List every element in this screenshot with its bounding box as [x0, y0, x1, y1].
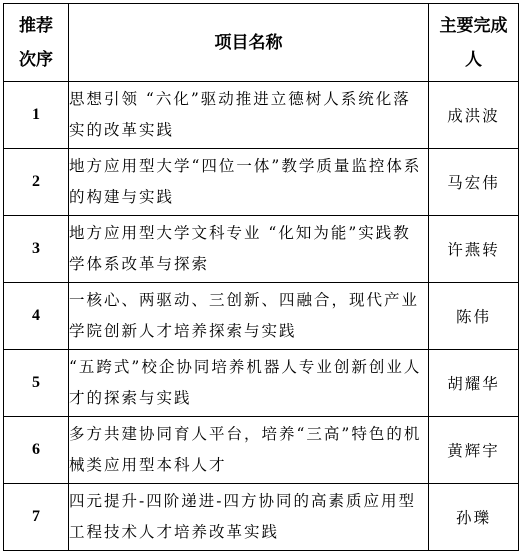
table-row: [4, 82, 519, 149]
header-person-line2: 人: [465, 49, 482, 70]
person-cell: 陈伟: [429, 283, 519, 350]
person-cell: 胡耀华: [429, 350, 519, 417]
table-row: [4, 484, 519, 551]
header-main-person: [429, 4, 519, 82]
table-row: [4, 350, 519, 417]
rank-cell: 2: [4, 149, 69, 216]
table-row: [4, 216, 519, 283]
rank-cell: 5: [4, 350, 69, 417]
person-cell: 孙瓅: [429, 484, 519, 551]
person-cell: 黄辉宇: [429, 417, 519, 484]
project-name-cell: 地方应用型大学文科专业 “化知为能”实践教学体系改革与探索: [69, 216, 429, 283]
table-row: [4, 283, 519, 350]
header-rank-line1: 推荐: [19, 15, 53, 36]
recommendation-table: [3, 3, 519, 551]
rank-cell: 1: [4, 82, 69, 149]
header-rank: [4, 4, 69, 82]
person-cell: 马宏伟: [429, 149, 519, 216]
header-person-line1: 主要完成: [439, 15, 508, 36]
project-name-cell: 地方应用型大学“四位一体”教学质量监控体系的构建与实践: [69, 149, 429, 216]
rank-cell: 3: [4, 216, 69, 283]
project-name-cell: 多方共建协同育人平台，培养“三高”特色的机械类应用型本科人才: [69, 417, 429, 484]
rank-cell: 7: [4, 484, 69, 551]
table-row: [4, 149, 519, 216]
person-cell: 成洪波: [429, 82, 519, 149]
rank-cell: 4: [4, 283, 69, 350]
header-project-name: 项目名称: [69, 4, 429, 82]
person-cell: 许燕转: [429, 216, 519, 283]
table-header-row: [4, 4, 519, 82]
header-rank-line2: 次序: [19, 49, 53, 70]
project-name-cell: 一核心、两驱动、三创新、四融合，现代产业学院创新人才培养探索与实践: [69, 283, 429, 350]
project-name-cell: 思想引领 “六化”驱动推进立德树人系统化落实的改革实践: [69, 82, 429, 149]
project-name-cell: 四元提升-四阶递进-四方协同的高素质应用型工程技术人才培养改革实践: [69, 484, 429, 551]
rank-cell: 6: [4, 417, 69, 484]
table-row: [4, 417, 519, 484]
project-name-cell: “五跨式”校企协同培养机器人专业创新创业人才的探索与实践: [69, 350, 429, 417]
